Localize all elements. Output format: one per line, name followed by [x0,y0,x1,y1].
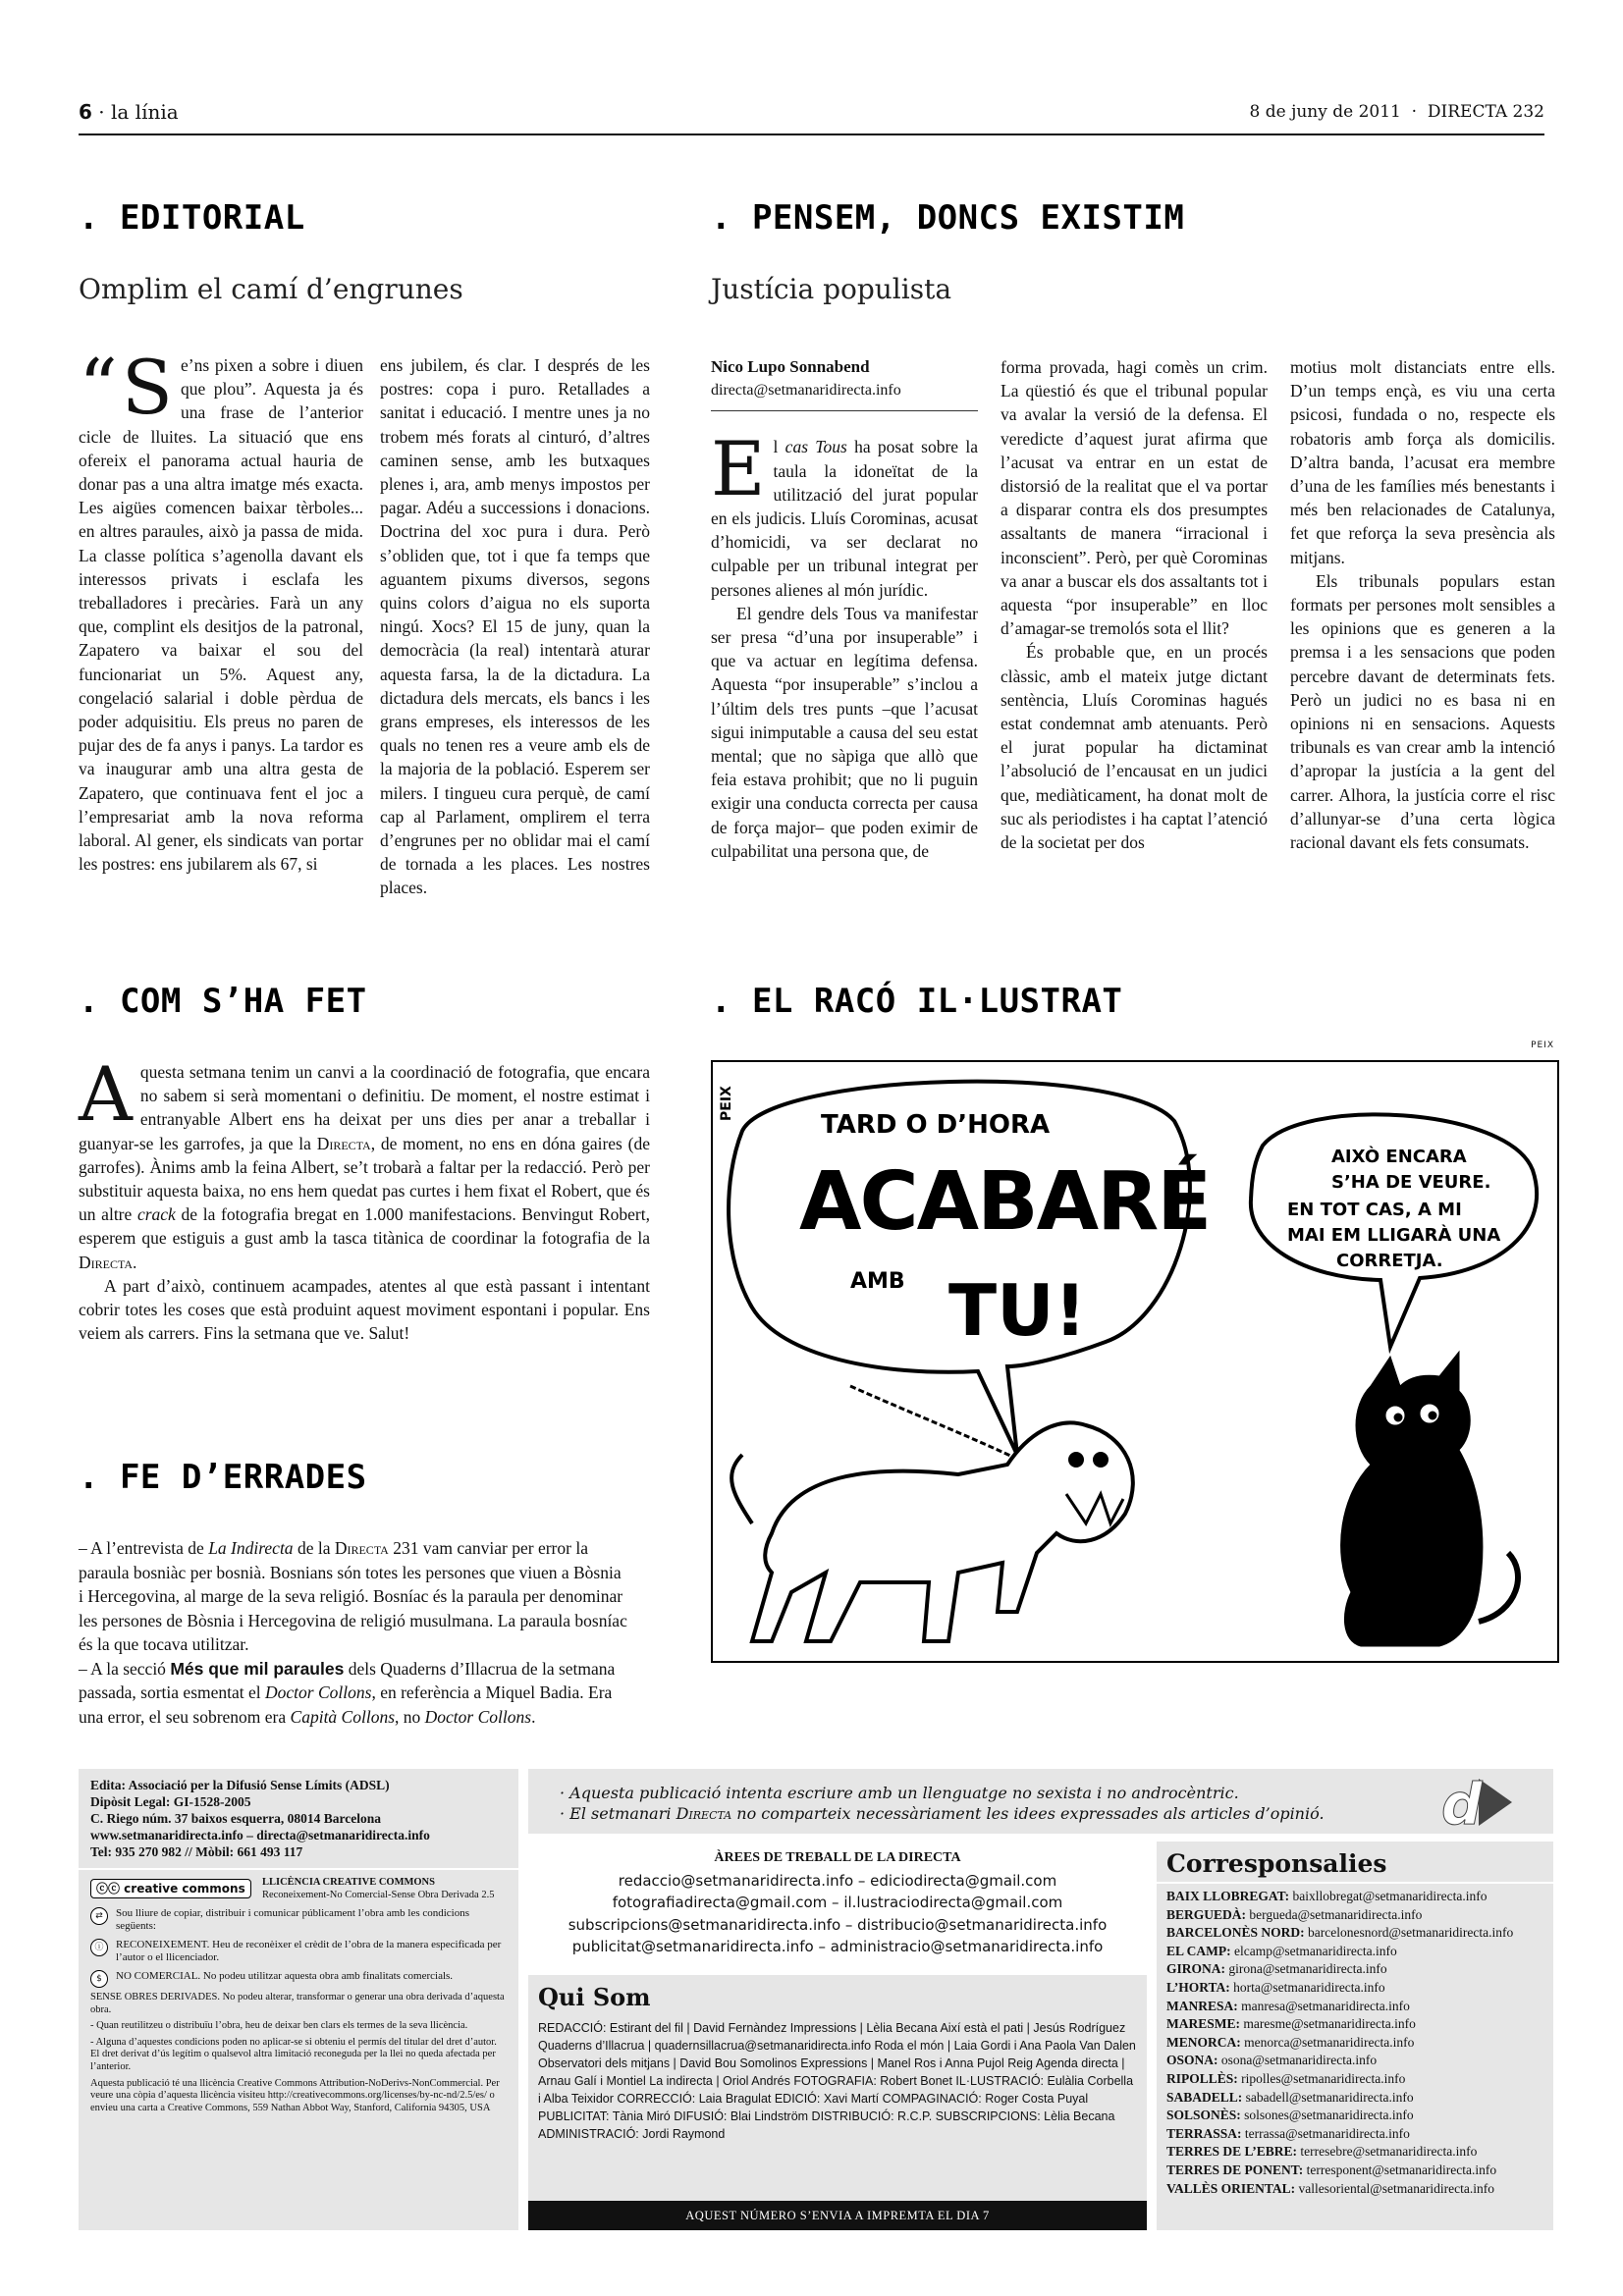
noncommercial-icon: $ [90,1970,108,1988]
license-title [262,1876,494,1901]
correspondent-item [1166,2070,1543,2089]
bubble2-line2: S’HA DE VEURE. [1331,1172,1491,1193]
cartoon-credit: PEIX [1531,1041,1554,1050]
region: MARESME: [1166,2016,1240,2032]
correspondent-item [1166,1979,1543,1998]
correspondent-item [1166,1998,1543,2016]
issue-date: 8 de juny de 2011 [1249,102,1401,122]
region: RIPOLLÈS: [1166,2070,1238,2086]
correspondents-list [1157,1884,1553,2202]
author-email[interactable]: directa@setmanaridirecta.info [711,382,901,400]
cartoon-signature: PEIX [719,1086,734,1121]
region: SOLSONÈS: [1166,2108,1241,2123]
region-email[interactable]: barcelonesnord@setmanaridirecta.info [1308,1925,1514,1941]
region: TERRES DE L’EBRE: [1166,2144,1298,2160]
dog-figure [731,1422,1133,1641]
page-label [79,100,179,124]
region-email[interactable]: manresa@setmanaridirecta.info [1241,1998,1410,2013]
license-noderivs: SENSE OBRES DERIVADES. No podeu alterar, transformar o generar una obra derivada d’aquesta obra. [90,1992,505,2015]
license-attribution: RECONEIXEMENT. Heu de reconèixer el crèdit de l’obra de la manera especificada per l’autor o el llicenciador. [116,1939,502,1963]
fe-text-bold: Més que mil paraules [170,1658,345,1679]
bubble2-line1: AIXÒ ENCARA [1331,1147,1467,1167]
comfet-text: de la fotografia bregat en 1.000 manifestacions. Benvingut Robert, esperem que estiguis a gust amb la tasca titànica de coordinar la fotografia de la [79,1204,650,1249]
correspondent-item [1166,1888,1543,1906]
directa-logo-letter: d [1441,1775,1483,1830]
correspondents-title: Corresponsalies [1157,1842,1553,1884]
pensem-text: l [773,437,785,457]
directa-logo [1439,1775,1514,1830]
license-intro: Sou lliure de copiar, distribuir i comunicar públicament l’obra amb les condicions següents: [116,1907,470,1932]
correspondent-item [1166,1906,1543,1925]
fe-text: , no [395,1706,425,1727]
region-email[interactable]: sabadell@setmanaridirecta.info [1245,2089,1414,2105]
fe-text-italic: Doctor Collons [424,1706,532,1727]
fe-body [79,1536,628,1729]
editorial-col2-text: ens jubilem, és clar. I després de les postres: copa i puro. Retallades a sanitat i educació. I mentre unes ja no trobem més forats al cinturó, d’altres caminen sense, amb les butxaques plenes i, ara, amb menys impostos per pagar. Adéu a successions i donacions. Doctrina del xoc pura i dura. Però s’obliden que, tot i que fa temps que aguantem pixums diversos, segons quins colors d’aigua no els suporta ningú. Xocs? El 15 de juny, quan la democràcia (la real) intentarà aturar aquesta farsa, la de la dictadura. La dictadura dels mercats, els bancs i les grans empreses, els interessos de les quals no tenen res a veure amb els de la majoria de la població. Esperem ser milers. I tingueu cura perquè, de camí cap al Parlament, omplirem el terra d’engrunes per no oblidar mai el camí de tornada a les places. Les nostres places. [380,355,650,898]
publisher-box [79,1769,518,2230]
region: GIRONA: [1166,1961,1225,1977]
work-area-emails[interactable]: subscripcions@setmanaridirecta.info – distribucio@setmanaridirecta.info [568,1915,1108,1934]
pensem-column-2 [1001,355,1268,854]
region-email[interactable]: bergueda@setmanaridirecta.info [1249,1906,1423,1922]
region: OSONA: [1166,2053,1218,2068]
fe-heading: . FE D’ERRADES [79,1458,367,1497]
publisher-line: Tel: 935 270 982 // Mòbil: 661 493 117 [90,1844,303,1859]
publisher-line: C. Riego núm. 37 baixos esquerra, 08014 Barcelona [90,1811,381,1826]
notice-text: no comparteix necessàriament les idees expressades als articles d’opinió. [731,1804,1325,1823]
correspondent-item [1166,2125,1543,2144]
byline [711,355,978,411]
share-icon: ⇄ [90,1907,108,1925]
section-name: · la línia [98,100,179,124]
creative-commons-logo: ⓒⓒ creative commons [90,1879,251,1898]
comfet-body [79,1050,650,1345]
directa-smallcaps: Directa [316,1133,371,1153]
correspondent-item [1166,2143,1543,2162]
license-rec-row [90,1939,507,1964]
region-email[interactable]: baixllobregat@setmanaridirecta.info [1292,1889,1488,1903]
staff-box [528,1975,1147,2230]
correspondent-item [1166,1960,1543,1979]
work-areas-title: ÀREES DE TREBALL DE LA DIRECTA [714,1850,961,1865]
correspondent-item [1166,2052,1543,2070]
cartoon-drawing [713,1062,1557,1661]
region-email[interactable]: terresebre@setmanaridirecta.info [1300,2144,1478,2160]
correspondent-item [1166,1924,1543,1943]
fe-text: , en referència a Miquel Badia. Era una error, el seu sobrenom era [79,1682,613,1727]
publisher-line: Dipòsit Legal: GI-1528-2005 [90,1794,251,1809]
editorial-drop-cap: S [121,344,173,431]
masthead-footer [79,1769,1553,2230]
fe-text: – A la secció [79,1658,171,1679]
region-email[interactable]: osona@setmanaridirecta.info [1220,2053,1378,2068]
running-header [79,98,1544,135]
region-email[interactable]: solsones@setmanaridirecta.info [1244,2108,1414,2123]
license-title-line: Reconeixement-No Comercial-Sense Obra Derivada 2.5 [261,1890,495,1900]
work-area-emails[interactable]: redaccio@setmanaridirecta.info – ediciodirecta@gmail.com [618,1871,1057,1890]
pensem-paragraph: motius molt distanciats entre ells. D’un temps ençà, es viu una certa psicosi, fundada o no, respecte els robatoris amb força als domicilis. D’altra banda, l’acusat era membre d’una de les famílies més benestants i més ben relacionades de Catalunya, fet que reforça la seva presència als mitjans. [1290,357,1555,567]
bubble-text-tu: TU! [948,1269,1087,1352]
comfet-text-italic: crack [136,1204,176,1225]
region: TERRES DE PONENT: [1166,2162,1304,2177]
region-email[interactable]: ripolles@setmanaridirecta.info [1241,2070,1406,2086]
work-area-emails[interactable]: fotografiadirecta@gmail.com – il.lustraciodirecta@gmail.com [612,1894,1063,1911]
license-note: - Alguna d’aquestes condicions poden no aplicar-se si obteniu el permís del titular del dret d’autor. El dret derivat d’ús legítim o qualsevol altra limitació reconeguda per la llei no queda afectada per l’anterior. [90,2036,497,2072]
directa-smallcaps: Directa [676,1804,732,1823]
pensem-subtitle: Justícia populista [711,273,952,305]
license-title-line: LLICÈNCIA CREATIVE COMMONS [261,1877,435,1888]
region: EL CAMP: [1166,1943,1231,1958]
pensem-paragraph: El gendre dels Tous va manifestar ser presa “d’una por insuperable” i que va actuar en legítima defensa. Aquesta “por insuperable” s’inclou a l’últim dels tres punts –que l’acusat sigui inimputable a causa del seu estat mental; que no sàpiga que allò que feia estava prohibit; que no li puguin exigir una conducta correcta per causa de força major– que poden eximir de culpabilitat una persona que, de [711,603,978,861]
work-areas [528,1842,1147,1974]
correspondent-item [1166,2034,1543,2053]
license-nc-row [90,1970,507,1988]
region-email[interactable]: terrassa@setmanaridirecta.info [1244,2125,1410,2141]
comfet-drop-cap: A [79,1050,133,1138]
correspondent-item [1166,2180,1543,2199]
region-email[interactable]: terresponent@setmanaridirecta.info [1306,2162,1497,2177]
region: TERRASSA: [1166,2125,1242,2141]
correspondent-item [1166,2015,1543,2034]
pensem-text-italic: cas Tous [784,437,847,457]
comfet-paragraph: A part d’això, continuem acampades, atentes al que està passant i intentant cobrir totes les coses que està produint aquest moviment espontani i popular. Ens veiem als carrers. Fins la setmana que ve. Salut! [79,1275,650,1344]
editorial-column-1 [79,344,363,876]
comfet-text: . [133,1252,137,1272]
region-email[interactable]: vallesoriental@setmanaridirecta.info [1298,2180,1495,2196]
notice-text: · El setmanari [560,1804,676,1823]
license-note: - Quan reutilitzeu o distribuïu l’obra, heu de deixar ben clars els termes de la seva llicència. [90,2020,468,2032]
publisher-info [79,1769,518,1868]
region-email[interactable]: girona@setmanaridirecta.info [1228,1961,1387,1977]
comfet-text: questa setmana tenim un canvi a la coordinació de fotografia, que encara no sabem si serà momentani o definitiu. De moment, el nostre estimat i entranyable Albert ens ha deixat per uns dies per anar a treballar i guanyar-se les garrofes, ja que la [79,1062,650,1153]
bubble-text-big: ACABARÉ [799,1155,1211,1249]
editorial-col1-text: e’ns pixen a sobre i diuen que plou”. Aquesta ja és una frase de l’anterior cicle de lluites. La situació que ens ofereix el panorama actual hauria de donar pas a una altra imatge més exacta. Les aigües comencen baixar tèrboles... en altres paraules, això ja passa de mida. La classe política s’agenolla davant els interessos privats i esclafa les treballadores i precàries. Farà un any que, complint els desitjos de la patronal, Zapatero va baixar el sou del funcionariat un 5%. Aquest any, congelació salarial i doble pèrdua de poder adquisitiu. Els preus no paren de pujar des de fa anys i panys. La tardor es va inaugurar amb una altra gesta de Zapatero, que continuava fent el joc a l’empresariat amb la nova reforma laboral. Al gener, els sindicats van portar les postres: ens jubilarem als 67, si [79,355,363,875]
comfet-heading: . COM S’HA FET [79,982,367,1021]
publisher-line: Edita: Associació per la Difusió Sense Límits (ADSL) [90,1778,390,1792]
region: BARCELONÈS NORD: [1166,1925,1305,1941]
license-intro-row [90,1907,507,1933]
correspondent-item [1166,2107,1543,2125]
cartoon [711,1060,1559,1663]
issue-info [1250,102,1545,122]
staff-title: Qui Som [538,1983,651,2011]
bubble-text-top: TARD O D’HORA [821,1110,1051,1140]
fe-text-italic: Doctor Collons [265,1682,372,1702]
directa-smallcaps: Directa [334,1538,389,1558]
fe-text: . [531,1706,536,1727]
bubble2-line3: EN TOT CAS, A MI [1287,1200,1462,1220]
pensem-paragraph: És probable que, en un procés clàssic, amb el mateix jutge dictant sentència, Lluís Corominas hagués estat condemnat amb atenuants. Però el jurat popular ha dictaminat l’absolució de l’encausat en un judici que, mediàticament, ha donat molt de suc als periodistes i ha captat l’atenció de la societat per dos [1001,642,1268,853]
region-email[interactable]: elcamp@setmanaridirecta.info [1234,1943,1397,1958]
pensem-paragraph: Els tribunals populars estan formats per persones molt sensibles a les opinions que es generen a la premsa i a les sensacions que poden percebre davant de determinats fets. Però un judici no es basa ni en opinions ni en sensacions. Aquests tribunals es van crear amb la intenció d’apropar la justícia a la gent del carrer. Alhora, la justícia corre el risc d’allunyar-se d’una certa lògica racional davant els fets consumats. [1290,570,1555,853]
region: BAIX LLOBREGAT: [1166,1889,1290,1903]
region-email[interactable]: maresme@setmanaridirecta.info [1243,2016,1416,2032]
attribution-icon: ⓘ [90,1939,108,1956]
pensem-column-3 [1290,355,1555,854]
region: L’HORTA: [1166,1979,1230,1995]
editorial-quote-mark: “ [79,344,118,432]
pensem-drop-cap: E [711,425,766,513]
staff-list: REDACCIÓ: Estirant del fil | David Fernàndez Impressions | Lèlia Becana Així està el pati | Jesús Rodríguez Quaderns d’Illacrua | quadernsillacrua@setmanaridirecta.info Roda el món | Laia Gordi i Ana Paola Van Dalen Observatori dels mitjans | David Bou Somolinos Expressions | Manel Ros i Anna Pujol Reig Agenda directa | Arnau Galí i Montiel La indirecta | Oriol Andrés FOTOGRAFIA: Robert Bonet IL·LUSTRACIÓ: Eulàlia Corbella i Alba Teixidor CORRECCIÓ: Laia Bragulat EDICIÓ: Xavi Martí COMPAGINACIÓ: Roger Costa Puyal PUBLICITAT: Tània Miró DIFUSIÓ: Blai Lindström DISTRIBUCIÓ: R.C.P. SUBSCRIPCIONS: Lèlia Becana ADMINISTRACIÓ: Jordi Raymond [538,2021,1136,2141]
editorial-subtitle: Omplim el camí d’engrunes [79,273,463,305]
directa-smallcaps: Directa [79,1252,134,1272]
pensem-heading: . PENSEM, DONCS EXISTIM [711,198,1185,238]
correspondents-box [1157,1842,1553,2230]
correspondent-item [1166,2089,1543,2108]
notices [560,1783,1325,1824]
correspondent-item [1166,2162,1543,2180]
region-email[interactable]: menorca@setmanaridirecta.info [1244,2034,1415,2050]
header-separator: · [1411,102,1418,122]
fe-text: 231 vam canviar per error la paraula bosniàc per bosnià. Bosnians són totes les persones que viuen a Bòsnia i Hercegovina, al marge de la seva religió. Bosníac és la paraula per denominar les persones de Bòsnia i Hercegovina de religió musulmana. La paraula bosníac és la que tocava utilitzar. [79,1538,627,1654]
bubble-text-amb: AMB [850,1269,905,1294]
region: SABADELL: [1166,2089,1243,2105]
work-area-emails[interactable]: publicitat@setmanaridirecta.info – administracio@setmanaridirecta.info [571,1938,1104,1955]
pensem-paragraph: forma provada, hagi comès un crim. La qüestió és que el tribunal popular va avalar la versió de la defensa. El veredicte d’aquest jurat afirma que l’acusat va entrar en un estat de distorsió de la realitat que el va portar a disparar contra els dos presumptes assaltants de manera “irracional i inconscient”. Però, per què Corominas va anar a buscar els dos assaltants tot i aquesta “por insuperable” en lloc d’amagar-se tremolós sota el llit? [1001,357,1268,639]
pensem-text: ha posat sobre la taula la idoneïtat de la utilització del jurat popular en els judicis. Lluís Corominas, acusat d’homicidi, va ser declarat no culpable per un tribunal integrat per persones alienes al món jurídic. [711,437,978,600]
fe-text: dels Quaderns d’Illacrua de la setmana passada, sortia esmentat el [79,1658,616,1702]
fe-text: – A l’entrevista de [79,1538,209,1558]
page-number: 6 [79,100,92,124]
fe-text-italic: Capità Collons [290,1706,396,1727]
comfet-text: , de moment, no ens en dóna gaires (de garrofes). Ànims amb la feina Albert, se’t trobarà a faltar per la redacció. Però per substituir aquesta baixa, no ens hem quedat pas curtes i hem fixat el Robert, que és un altre [79,1133,650,1225]
issue-number: DIRECTA 232 [1427,102,1544,122]
notice-box [528,1769,1553,1834]
raco-heading: . EL RACÓ IL·LUSTRAT [711,982,1123,1021]
bubble2-line4: MAI EM LLIGARÀ UNA [1287,1225,1501,1246]
bubble2-line5: CORRETJA. [1336,1251,1443,1271]
license-noncommercial: NO COMERCIAL. No podeu utilitzar aquesta obra amb finalitats comercials. [116,1970,454,1982]
correspondent-item [1166,1943,1543,1961]
region: VALLÈS ORIENTAL: [1166,2180,1296,2196]
region-email[interactable]: horta@setmanaridirecta.info [1233,1979,1385,1995]
editorial-heading: . EDITORIAL [79,198,305,238]
region: BERGUEDÀ: [1166,1906,1247,1922]
cat-figure [1341,1352,1518,1646]
fe-text-italic: La Indirecta [208,1538,294,1558]
print-date-bar: AQUEST NÚMERO S’ENVIA A IMPREMTA EL DIA 7 [528,2201,1147,2230]
license-block [79,1868,518,2120]
publisher-line[interactable]: www.setmanaridirecta.info – directa@setmanaridirecta.info [90,1828,430,1842]
region: MANRESA: [1166,1998,1238,2013]
notice-line: · Aquesta publicació intenta escriure amb un llenguatge no sexista i no androcèntric. [560,1784,1239,1802]
author-name: Nico Lupo Sonnabend [711,357,870,376]
editorial-column-2 [380,353,650,900]
region: MENORCA: [1166,2034,1241,2050]
fe-text: de la [293,1538,335,1558]
license-note: Aquesta publicació té una llicència Creative Commons Attribution-NoDerivs-NonCommercial. Per veure una còpia d’aquesta llicència visiteu http://creativecommons.org/licenses/by-nc-nd/2.5/es/ o envieu una carta a Creative Commons, 559 Nathan Abbot Way, Stanford, California 94305, USA [90,2077,500,2113]
pensem-column-1 [711,355,978,863]
